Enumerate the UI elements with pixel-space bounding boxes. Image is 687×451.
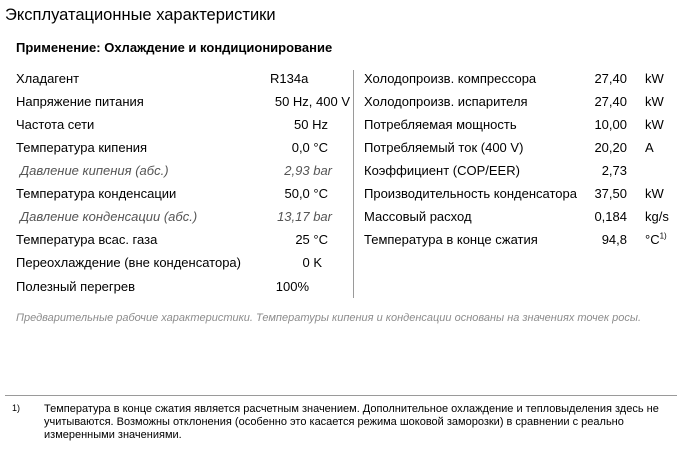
row-value: R134a	[270, 71, 309, 86]
row-label: Переохлаждение (вне конденсатора)	[16, 255, 241, 270]
row-label: Температура всас. газа	[16, 232, 158, 247]
row-value: 13,17 bar	[277, 209, 332, 224]
row-value: 37,50	[594, 186, 627, 201]
footnote-separator	[5, 395, 677, 396]
row-unit: kW	[645, 94, 664, 109]
row-value: 0 K	[302, 255, 322, 270]
row-label: Давление конденсации (абс.)	[20, 209, 198, 224]
application-subtitle: Применение: Охлаждение и кондиционирование	[16, 40, 333, 55]
row-label: Напряжение питания	[16, 94, 144, 109]
left-row-evap-pressure	[20, 162, 352, 180]
footnote-text: Температура в конце сжатия является расчетным значением. Дополнительное охлаждение и тепловыделения здесь не учитываются. Возможны отклонения (особенно это касается режима шоковой заморозки) в сравнении с реально измеренными значениями.	[44, 403, 659, 441]
row-label: Температура конденсации	[16, 186, 177, 201]
row-label: Потребляемая мощность	[364, 117, 517, 132]
row-value: 50 Hz, 400 V	[274, 94, 350, 109]
row-unit	[645, 231, 667, 249]
right-row-condenser-capacity	[364, 185, 674, 203]
row-label: Температура кипения	[16, 140, 148, 155]
left-row-suction-temp	[16, 231, 352, 249]
right-row-compressor-capacity	[364, 70, 674, 88]
right-row-power-input	[364, 116, 674, 134]
left-row-frequency	[16, 116, 352, 134]
unit-text: °C	[645, 232, 660, 247]
footnote-mark: 1)	[12, 403, 21, 413]
row-value: 25 °C	[295, 232, 328, 247]
row-value: 50,0 °C	[284, 186, 328, 201]
row-label: Массовый расход	[364, 209, 472, 224]
right-row-cop	[364, 162, 674, 180]
row-value: 10,00	[594, 117, 627, 132]
row-value: 0,0 °C	[291, 140, 328, 155]
row-label: Производительность конденсатора	[364, 186, 577, 201]
row-label: Хладагент	[16, 71, 80, 86]
row-unit: kW	[645, 186, 664, 201]
left-row-voltage	[16, 93, 352, 111]
footnote-ref: 1)	[659, 231, 667, 241]
row-value: 20,20	[594, 140, 627, 155]
right-row-current	[364, 139, 674, 157]
row-unit: kg/s	[645, 209, 669, 224]
row-unit: A	[645, 140, 654, 155]
row-value: 94,8	[601, 232, 627, 247]
row-label: Холодопроизв. компрессора	[364, 71, 537, 86]
row-label: Потребляемый ток (400 V)	[364, 140, 524, 155]
row-label: Полезный перегрев	[16, 279, 136, 294]
row-value: 27,40	[594, 71, 627, 86]
left-row-refrigerant	[16, 70, 352, 88]
preliminary-note: Предварительные рабочие характеристики. Температуры кипения и конденсации основаны на значениях точек росы.	[16, 312, 642, 324]
row-value: 50 Hz	[294, 117, 328, 132]
row-value: 2,93 bar	[284, 163, 332, 178]
row-value: 27,40	[594, 94, 627, 109]
row-unit: kW	[645, 71, 664, 86]
right-row-mass-flow	[364, 208, 674, 226]
row-unit: kW	[645, 117, 664, 132]
row-label: Температура в конце сжатия	[364, 232, 538, 247]
row-label: Давление кипения (абс.)	[20, 163, 169, 178]
left-row-subcooling	[16, 254, 352, 272]
right-row-discharge-temp	[364, 231, 674, 249]
right-row-evaporator-capacity	[364, 93, 674, 111]
left-row-superheat	[16, 278, 352, 296]
row-value: 2,73	[601, 163, 627, 178]
row-value: 0,184	[594, 209, 627, 224]
left-row-cond-temp	[16, 185, 352, 203]
row-value: 100%	[275, 279, 309, 294]
left-row-cond-pressure	[20, 208, 352, 226]
row-label: Частота сети	[16, 117, 95, 132]
row-label: Коэффициент (COP/EER)	[364, 163, 520, 178]
column-divider	[353, 70, 354, 298]
row-label: Холодопроизв. испарителя	[364, 94, 528, 109]
left-row-evap-temp	[16, 139, 352, 157]
section-title: Эксплуатационные характеристики	[5, 6, 276, 24]
